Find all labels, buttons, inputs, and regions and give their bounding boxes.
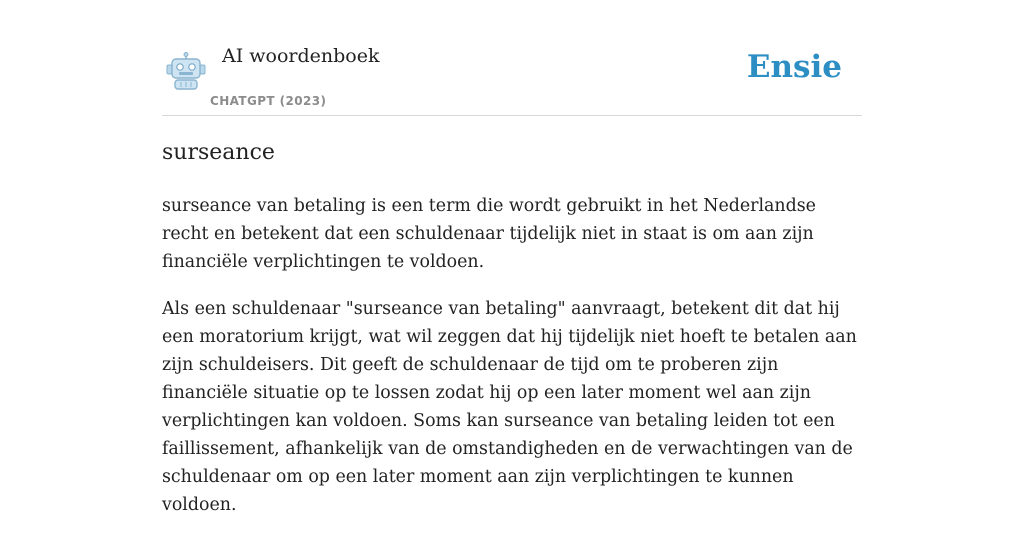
header — [162, 0, 862, 116]
page-container — [162, 0, 862, 515]
source-label: CHATGPT (2023) — [210, 94, 327, 108]
definition-paragraph: Als een schuldenaar "surseance van betaling" aanvraagt, betekent dit dat hij een moratorium krijgt, wat wil zeggen dat hij tijdelijk niet hoeft te betalen aan zijn schuldeisers. Dit geeft de schuldenaar de tijd om te proberen zijn financiële situatie op te lossen zodat hij op een later moment wel aan zijn verplichtingen kan voldoen. Soms kan surseance van betaling leiden tot een faillissement, afhankelijk van de omstandigheden en de verwachtingen van de schuldenaar om op een later moment aan zijn verplichtingen te kunnen voldoen. — [162, 299, 857, 515]
robot-icon — [166, 52, 206, 90]
dictionary-name[interactable]: AI woordenboek — [222, 45, 380, 67]
brand-logo[interactable]: Ensie — [746, 49, 842, 85]
definition-body — [162, 192, 862, 538]
definition-paragraph: surseance van betaling is een term die wordt gebruikt in het Nederlandse recht en betekent dat een schuldenaar tijdelijk niet in staat is om aan zijn financiële verplichtingen te voldoen. — [162, 196, 816, 272]
entry-term: surseance — [162, 140, 275, 165]
